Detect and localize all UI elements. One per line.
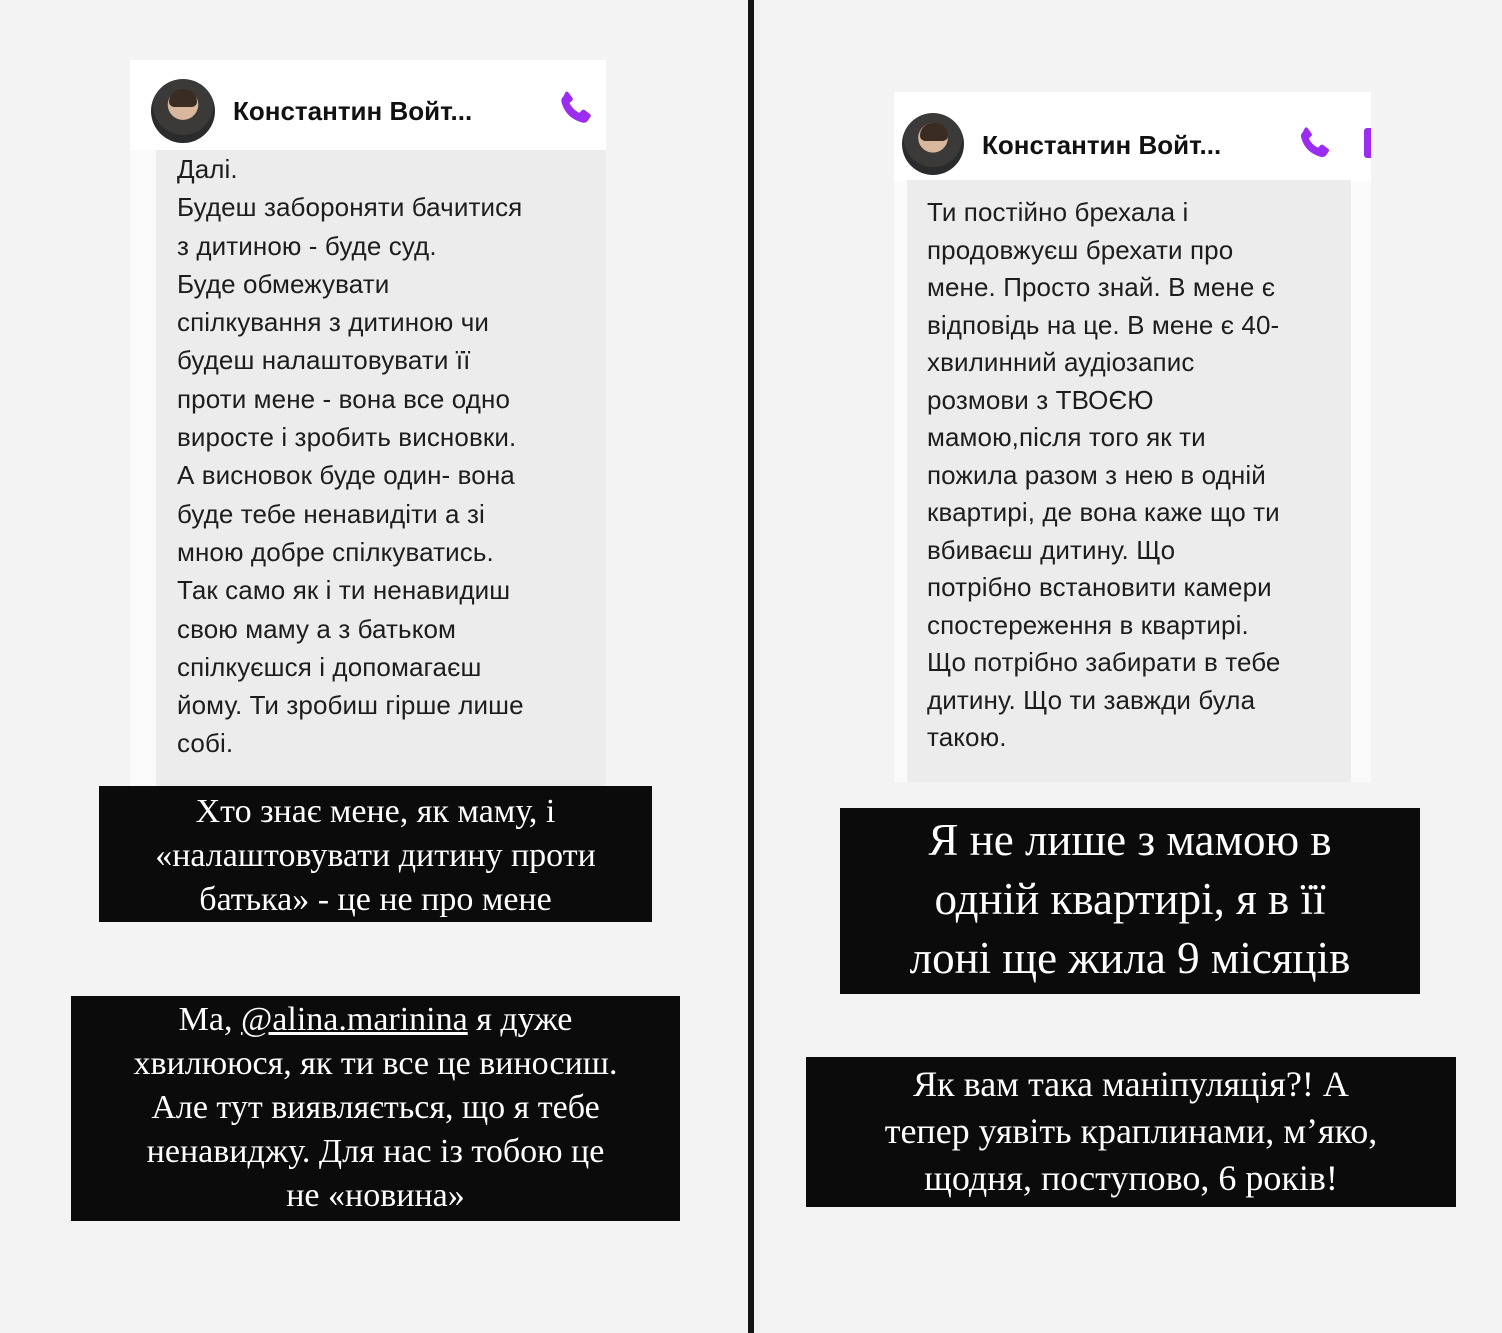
contact-name[interactable]: Константин Войт... bbox=[982, 130, 1222, 160]
story-panel-right bbox=[754, 0, 1502, 1333]
chat-header bbox=[894, 92, 1371, 182]
story-panel-left bbox=[0, 0, 748, 1333]
video-call-icon[interactable] bbox=[1364, 128, 1371, 158]
contact-name[interactable]: Константин Войт... bbox=[233, 96, 473, 126]
message-bubble: Далі. Будеш забороняти бачитися з дитиною - буде суд. Буде обмежувати спілкування з дитиною чи будеш налаштовувати її проти мене - вона все одно виросте і зробить висновки. А висновок буде один- вона буде тебе ненавидіти а зі мною добре спілкуватись. Так само як і ти ненавидиш свою маму а з батьком спілкуєшся і допомагаєш йому. Ти зробиш гірше лише собі. bbox=[156, 150, 606, 788]
contact-avatar-icon[interactable] bbox=[151, 79, 215, 143]
chat-header bbox=[130, 60, 606, 150]
message-bubble: Ти постійно брехала і продовжуєш брехати про мене. Просто знай. В мене є відповідь на це. В мене є 40- хвилинний аудіозапис розмови з ТВОЄЮ мамою,після того як ти пожила разом з нею в одній квартирі, де вона каже що ти вбиваєш дитину. Що потрібно встановити камери спостереження в квартирі. Що потрібно забирати в тебе дитину. Що ти завжди була такою. bbox=[907, 180, 1351, 782]
chat-screenshot-left bbox=[130, 60, 606, 788]
story-caption-1: Я не лише з мамою в одній квартирі, я в її лоні ще жила 9 місяців bbox=[840, 808, 1420, 994]
story-caption-1: Хто знає мене, як маму, і «налаштовувати дитину проти батька» - це не про мене bbox=[99, 786, 652, 922]
contact-avatar-icon[interactable] bbox=[902, 113, 964, 175]
story-caption-2: Як вам така маніпуляція?! А тепер уявіть краплинами, м’яко, щодня, поступово, 6 років! bbox=[806, 1057, 1456, 1207]
phone-icon[interactable] bbox=[1294, 124, 1334, 164]
phone-icon[interactable] bbox=[554, 88, 596, 130]
chat-screenshot-right bbox=[894, 92, 1371, 782]
caption-text: Ма, bbox=[178, 1001, 241, 1038]
story-caption-2 bbox=[71, 996, 680, 1221]
caption-text: я дуже хвилююся, як ти все це виносиш. Але тут виявляється, що я тебе ненавиджу. Для нас із тобою це не «новина» bbox=[133, 1001, 618, 1214]
mention-link[interactable]: @alina.marinina bbox=[240, 1001, 468, 1038]
